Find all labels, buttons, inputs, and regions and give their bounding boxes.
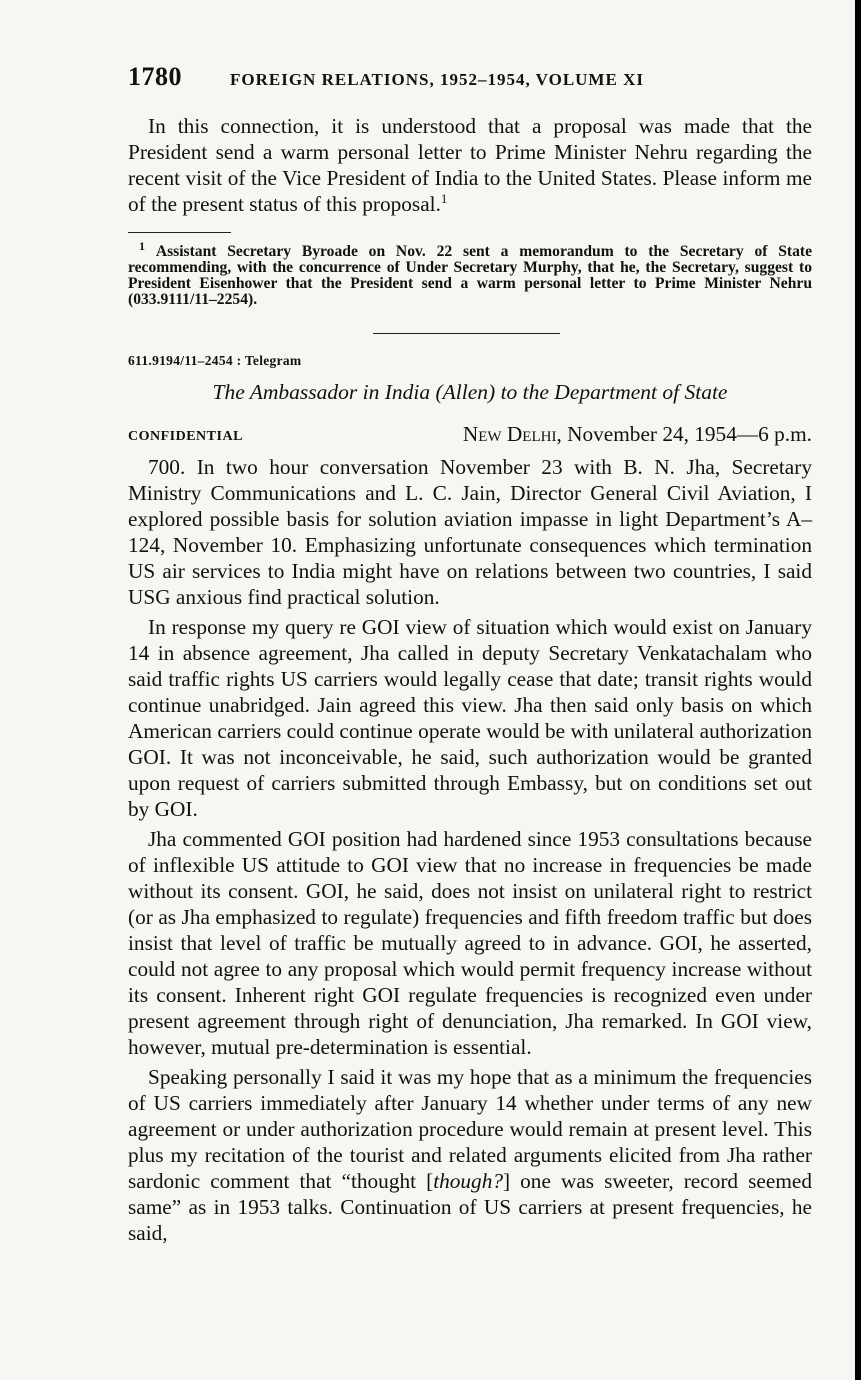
footnote-divider — [128, 232, 231, 233]
page-content — [128, 58, 812, 1246]
place-and-date — [463, 422, 812, 447]
dateline — [128, 422, 812, 450]
intro-paragraph-text: In this connection, it is understood that a proposal was made that the President send a warm personal letter to Prime Minister Nehru regarding the recent visit of the Vice President of India to the United States. Please inform me of the present status of this proposal. — [128, 114, 812, 216]
document-title-name: Allen — [442, 380, 489, 404]
date: , November 24, 1954—6 p.m. — [556, 422, 812, 446]
place: New Delhi — [462, 422, 557, 446]
body-paragraph-4 — [128, 1064, 812, 1246]
classification-label: CONFIDENTIAL — [128, 429, 243, 444]
document-title-prefix: The Ambassador in India ( — [212, 380, 443, 404]
file-reference: 611.9194/11–2454 : Telegram — [128, 353, 302, 368]
footnote — [128, 238, 813, 308]
body-paragraph-4-before: Speaking personally I said it was my hope that as a minimum the frequencies of US carriers immediately after January 14 whether under terms of any new agreement or under authorization procedure would remain at present level. This plus my recitation of the tourist and related arguments elicited from Jha rather sardonic comment that “thought [ — [128, 1065, 812, 1193]
body-paragraph-4-after: ] one was sweeter, record seemed same” as in 1953 talks. Continuation of US carriers at present frequencies, he said, — [128, 1169, 812, 1245]
footnote-marker: 1 — [139, 238, 145, 253]
volume-title: FOREIGN RELATIONS, 1952–1954, VOLUME XI — [230, 70, 644, 89]
intro-paragraph — [128, 113, 812, 217]
page-number: 1780 — [128, 62, 182, 91]
editorial-insertion: though? — [433, 1169, 503, 1193]
document-title — [128, 380, 812, 405]
body-paragraph-3: Jha commented GOI position had hardened since 1953 consultations because of inflexible US attitude to GOI view that no increase in frequencies be made without its consent. GOI, he said, does not insist on unilateral right to restrict (or as Jha emphasized to regulate) frequencies and fifth freedom traffic but does insist that level of traffic be mutually agreed to in advance. GOI, he asserted, could not agree to any proposal which would permit frequency increase without its consent. Inherent right GOI regulate frequencies is recognized even under present agreement through right of denunciation, Jha remarked. In GOI view, however, mutual pre-determination is essential. — [128, 827, 812, 1059]
running-head — [128, 58, 812, 98]
footnote-text: Assistant Secretary Byroade on Nov. 22 sent a memorandum to the Secretary of State recommending, with the concurrence of Under Secretary Murphy, that he, the Secretary, suggest to President Eisenhower that the President send a warm personal letter to Prime Minister Nehru (033.9111/11–2254). — [128, 243, 813, 308]
body-paragraph-1: 700. In two hour conversation November 23 with B. N. Jha, Secretary Ministry Communications and L. C. Jain, Director General Civil Aviation, I explored possible basis for solution aviation impasse in light Department’s A–124, November 10. Emphasizing unfortunate consequences which termination US air services to India might have on relations between two countries, I said USG anxious find practical solution. — [128, 455, 812, 609]
footnote-reference: 1 — [440, 190, 448, 206]
document-title-suffix: ) to the Department of State — [488, 380, 728, 404]
body-paragraph-2: In response my query re GOI view of situation which would exist on January 14 in absence agreement, Jha called in deputy Secretary Venkatachalam who said traffic rights US carriers would legally cease that date; transit rights would continue unabridged. Jain agreed this view. Jha then said only basis on which American carriers could continue operate would be with unilateral authorization GOI. It was not inconceivable, he said, such authorization would be granted upon request of carriers submitted through Embassy, but on conditions set out by GOI. — [128, 615, 812, 821]
section-divider — [373, 333, 560, 334]
